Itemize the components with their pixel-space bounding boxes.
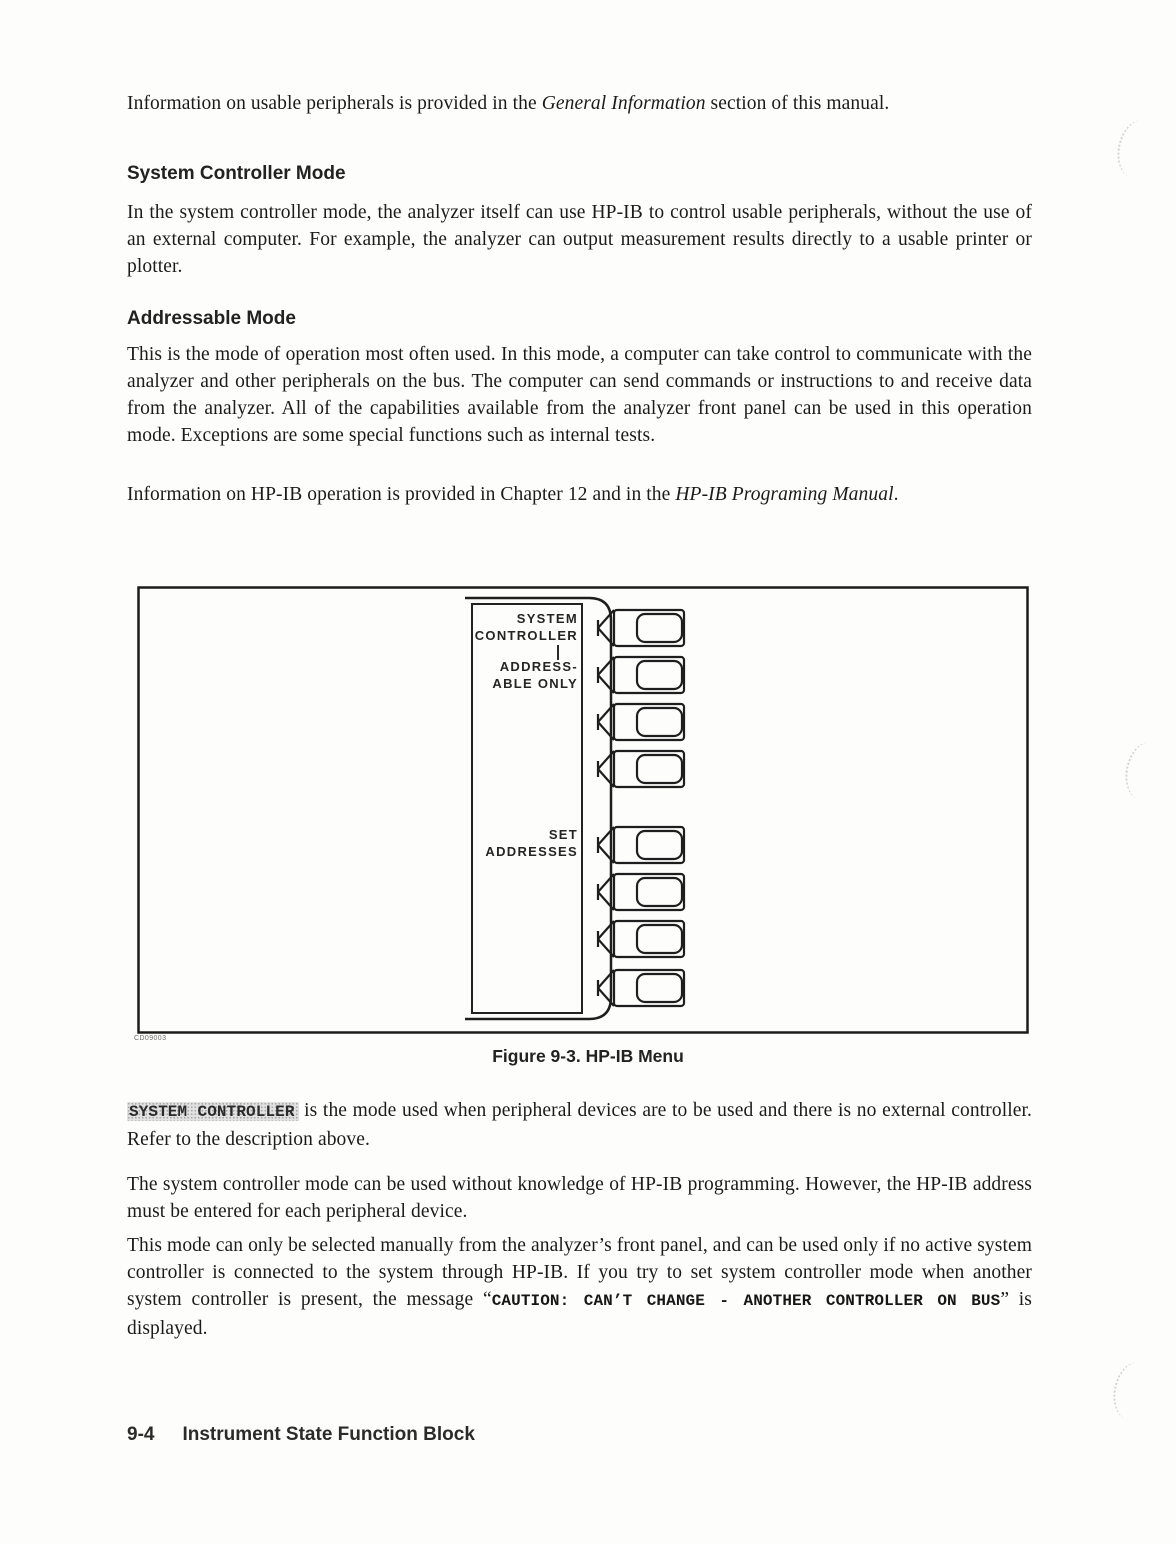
hpib-info-italic-title: HP-IB Programing Manual <box>675 484 894 505</box>
softkey-cap <box>637 974 682 1002</box>
hpib-info-post: . <box>893 484 899 505</box>
manual-select-post: ” is displayed. <box>127 1289 1032 1339</box>
intro-text-pre: Information on usable peripherals is provided in the <box>127 93 542 114</box>
hpib-info-paragraph <box>127 481 1032 508</box>
intro-paragraph <box>127 90 1032 117</box>
label-addresses: ADDRESSES <box>485 844 578 859</box>
addressable-mode-paragraph: This is the mode of operation most often used. In this mode, a computer can take control to communicate with the analyzer and other peripherals on the bus. The computer can send commands or instructions to and receive data from the analyzer. All of the capabilities available from the analyzer front panel can be used in this operation mode. Exceptions are some special functions such as internal tests. <box>127 344 1032 446</box>
label-controller: CONTROLLER <box>474 628 578 643</box>
softkey-cap <box>637 708 682 736</box>
sysctl-text: is the mode used when peripheral devices are to be used and there is no external controller. Refer to the description above. <box>127 1100 1032 1150</box>
label-able-only: ABLE ONLY <box>492 676 578 691</box>
caution-message: CAUTION: CAN’T CHANGE - ANOTHER CONTROLLER ON BUS <box>491 1292 1001 1310</box>
softkey-cap <box>637 614 682 642</box>
page-footer <box>127 1424 475 1446</box>
intro-italic-title: General Information <box>541 93 706 114</box>
system-controller-softkey-label: SYSTEM CONTROLLER <box>127 1102 299 1121</box>
manual-select-paragraph <box>127 1232 1032 1342</box>
softkey-cap <box>637 661 682 689</box>
hpib-menu-figure-svg <box>137 586 1029 1034</box>
softkey-cap <box>637 925 682 953</box>
hpib-info-pre: Information on HP-IB operation is provided in Chapter 12 and in the <box>127 484 676 505</box>
softkey-cap <box>637 755 682 783</box>
softkey-cap <box>637 831 682 859</box>
system-controller-mode-heading: System Controller Mode <box>127 163 346 184</box>
hpib-menu-figure <box>137 586 1029 1039</box>
scan-artifact-arc <box>1112 117 1161 182</box>
softkey-cap <box>637 878 682 906</box>
footer-title: Instrument State Function Block <box>182 1424 475 1445</box>
label-address: ADDRESS- <box>499 659 578 674</box>
label-set: SET <box>548 827 578 842</box>
scan-artifact-arc <box>1120 739 1169 804</box>
system-controller-paragraph: In the system controller mode, the analyzer itself can use HP-IB to control usable peripherals, without the use of an external computer. For example, the analyzer can output measurement results directly to a usable printer or plotter. <box>127 202 1032 277</box>
sysctl-paragraph <box>127 1097 1032 1153</box>
figure-artwork-code: CD09003 <box>134 1035 167 1042</box>
manual-select-pre: This mode can only be selected manually from the analyzer’s front panel, and can be used only if no active system controller is connected to the system through HP-IB. If you try to set system controller mode when another system controller is present, the message “ <box>127 1235 1032 1310</box>
figure-caption: Figure 9-3. HP-IB Menu <box>492 1046 684 1066</box>
addressable-mode-heading: Addressable Mode <box>127 308 296 329</box>
label-system: SYSTEM <box>516 611 578 626</box>
intro-text-post: section of this manual. <box>705 93 890 114</box>
page-number: 9-4 <box>127 1424 155 1445</box>
programming-paragraph: The system controller mode can be used without knowledge of HP-IB programming. However, the HP-IB address must be entered for each peripheral device. <box>127 1174 1032 1222</box>
scan-artifact-arc <box>1108 1359 1157 1424</box>
